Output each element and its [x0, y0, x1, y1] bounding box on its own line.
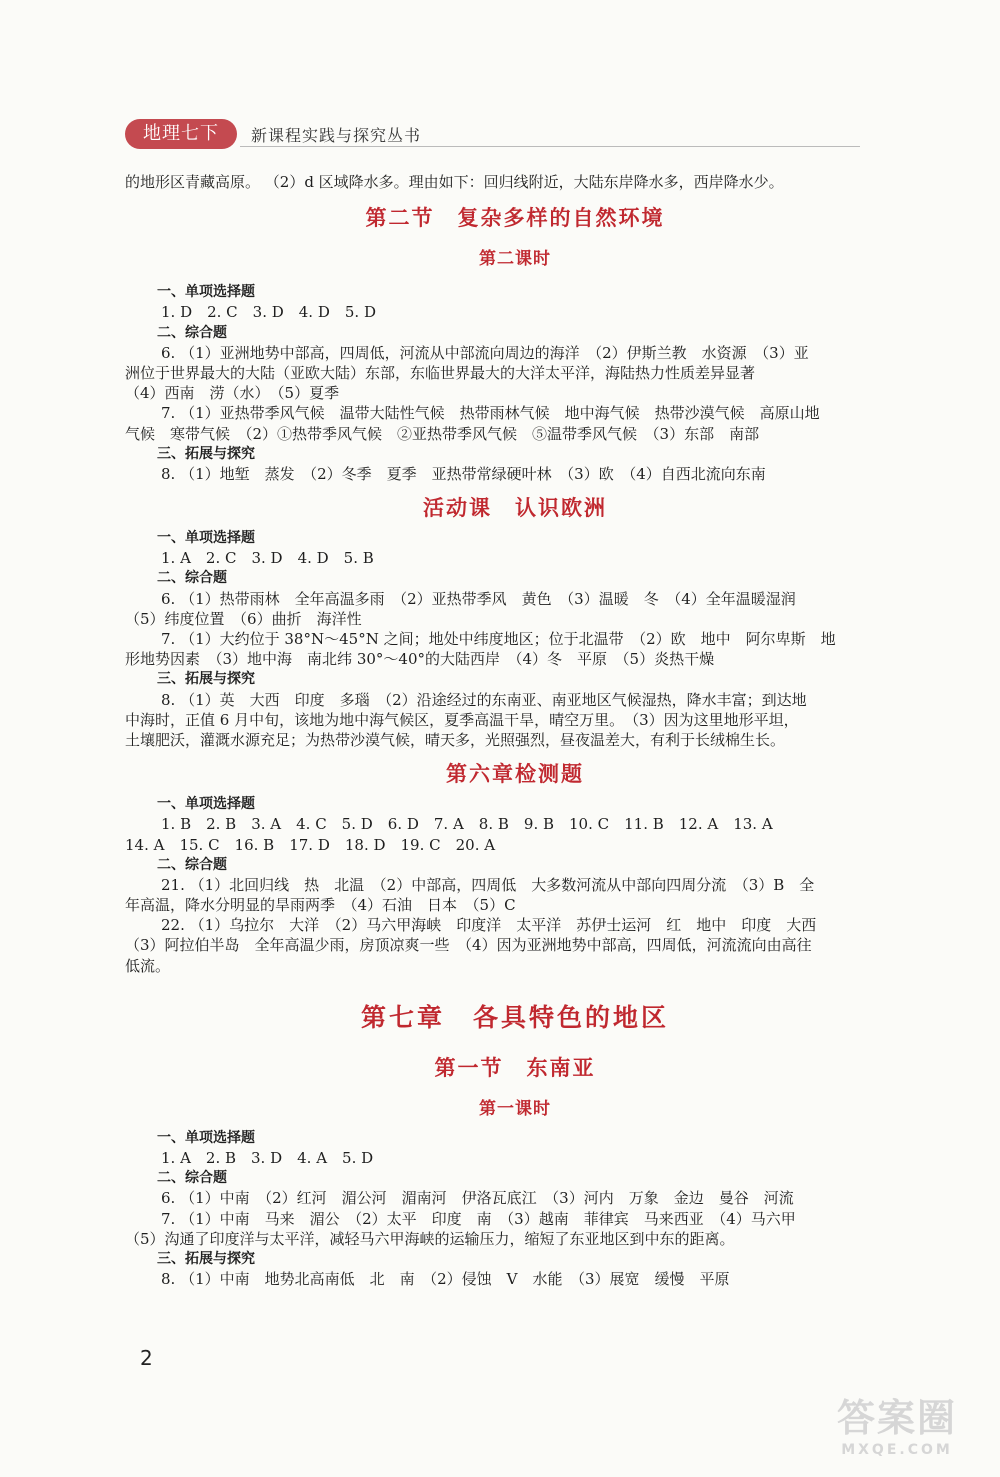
question-type-heading: 一、单项选择题 [157, 796, 255, 813]
lesson-title: 第二课时 [479, 249, 551, 270]
section-title: 活动课 认识欧洲 [423, 496, 607, 521]
answer-line: 7. （1）亚热带季风气候 温带大陆性气候 热带雨林气候 地中海气候 热带沙漠气候 高原山地 [161, 404, 820, 423]
subject-badge: 地理七下 [125, 119, 237, 149]
question-type-heading: 一、单项选择题 [157, 530, 255, 547]
section-title: 第六章检测题 [446, 762, 584, 787]
series-title: 新课程实践与探究丛书 [251, 125, 422, 145]
answer-line: 1. A 2. B 3. D 4. A 5. D [161, 1149, 374, 1167]
answer-line: （3）阿拉伯半岛 全年高温少雨，房顶凉爽一些 （4）因为亚洲地势中部高，四周低，河流流向由高往 [125, 936, 812, 955]
answer-line: 年高温，降水分明显的旱雨两季 （4）石油 日本 （5）C [125, 896, 516, 915]
answer-line: 8. （1）英 大西 印度 多瑙 （2）沿途经过的东南亚、南亚地区气候湿热，降水丰富；到达地 [161, 690, 807, 709]
question-type-heading: 一、单项选择题 [157, 1129, 255, 1146]
answer-line: 7. （1）中南 马来 湄公 （2）太平 印度 南 （3）越南 菲律宾 马来西亚 （4）马六甲 [161, 1209, 796, 1228]
answer-line: 1. B 2. B 3. A 4. C 5. D 6. D 7. A 8. B 9. B 10. C 11. B 12. A 13. A [161, 815, 773, 834]
question-type-heading: 三、拓展与探究 [157, 445, 255, 462]
answer-line: 14. A 15. C 16. B 17. D 18. D 19. C 20. A [125, 835, 496, 854]
watermark-site: MXQE.COM [841, 1442, 953, 1458]
answer-line: 的地形区青藏高原。 （2）d 区域降水多。理由如下：回归线附近，大陆东岸降水多，西岸降水少。 [125, 173, 784, 191]
watermark-logo: 答案圈 [836, 1396, 957, 1440]
answer-line: 气候 寒带气候 （2）①热带季风气候 ②亚热带季风气候 ⑤温带季风气候 （3）东部 南部 [125, 424, 760, 443]
question-type-heading: 二、综合题 [157, 856, 227, 873]
answer-line: 1. A 2. C 3. D 4. D 5. B [161, 549, 374, 568]
question-type-heading: 二、综合题 [157, 324, 227, 341]
answer-line: 6. （1）热带雨林 全年高温多雨 （2）亚热带季风 黄色 （3）温暖 冬 （4）全年温暖湿润 [161, 589, 796, 608]
question-type-heading: 二、综合题 [157, 570, 227, 587]
chapter-title: 第七章 各具特色的地区 [360, 1002, 669, 1032]
header-divider [240, 146, 860, 147]
answer-line: 土壤肥沃，灌溉水源充足；为热带沙漠气候，晴天多，光照强烈，昼夜温差大，有利于长绒棉生长。 [125, 730, 786, 749]
section-title: 第一节 东南亚 [434, 1055, 596, 1080]
answer-line: 低流。 [125, 956, 171, 975]
question-type-heading: 一、单项选择题 [157, 284, 255, 301]
watermark [822, 1387, 972, 1459]
answer-line: 8. （1）中南 地势北高南低 北 南 （2）侵蚀 V 水能 （3）展宽 缓慢 平原 [161, 1270, 730, 1289]
answer-line: 21. （1）北回归线 热 北温 （2）中部高，四周低 大多数河流从中部向四周分流 （3）B 全 [161, 875, 815, 894]
answer-line: 22. （1）乌拉尔 大洋 （2）马六甲海峡 印度洋 太平洋 苏伊士运河 红 地中 印度 大西 [161, 916, 817, 935]
question-type-heading: 二、综合题 [157, 1170, 227, 1187]
answer-line: （5）纬度位置 （6）曲折 海洋性 [125, 609, 362, 628]
question-type-heading: 三、拓展与探究 [157, 1250, 255, 1267]
answer-line: 6. （1）亚洲地势中部高，四周低，河流从中部流向周边的海洋 （2）伊斯兰教 水资源 （3）亚 [161, 343, 809, 362]
question-type-heading: 三、拓展与探究 [157, 671, 255, 688]
section-title: 第二节 复杂多样的自然环境 [365, 206, 665, 231]
answer-line: 8. （1）地堑 蒸发 （2）冬季 夏季 亚热带常绿硬叶林 （3）欧 （4）自西北流向东南 [161, 464, 766, 483]
answer-line: （4）西南 涝（水） （5）夏季 [125, 384, 340, 403]
answer-line: 6. （1）中南 （2）红河 湄公河 湄南河 伊洛瓦底江 （3）河内 万象 金边 曼谷 河流 [161, 1189, 794, 1208]
answer-line: （5）沟通了印度洋与太平洋，减轻马六甲海峡的运输压力，缩短了东亚地区到中东的距离。 [125, 1229, 735, 1248]
answer-line: 1. D 2. C 3. D 4. D 5. D [161, 303, 376, 322]
answer-line: 形地势因素 （3）地中海 南北纬 30°～40°的大陆西岸 （4）冬 平原 （5）炎热干燥 [125, 650, 715, 669]
answer-line: 中海时，正值 6 月中旬，该地为地中海气候区，夏季高温干旱，晴空万里。 （3）因为这里地形平坦， [125, 710, 799, 729]
answer-line: 洲位于世界最大的大陆（亚欧大陆）东部，东临世界最大的大洋太平洋，海陆热力性质差异显著 [125, 363, 756, 382]
page-number: 2 [140, 1346, 153, 1370]
lesson-title: 第一课时 [479, 1098, 551, 1119]
answer-content [125, 172, 905, 1289]
answer-line: 7. （1）大约位于 38°N～45°N 之间；地处中纬度地区；位于北温带 （2）欧 地中 阿尔卑斯 地 [161, 630, 836, 648]
